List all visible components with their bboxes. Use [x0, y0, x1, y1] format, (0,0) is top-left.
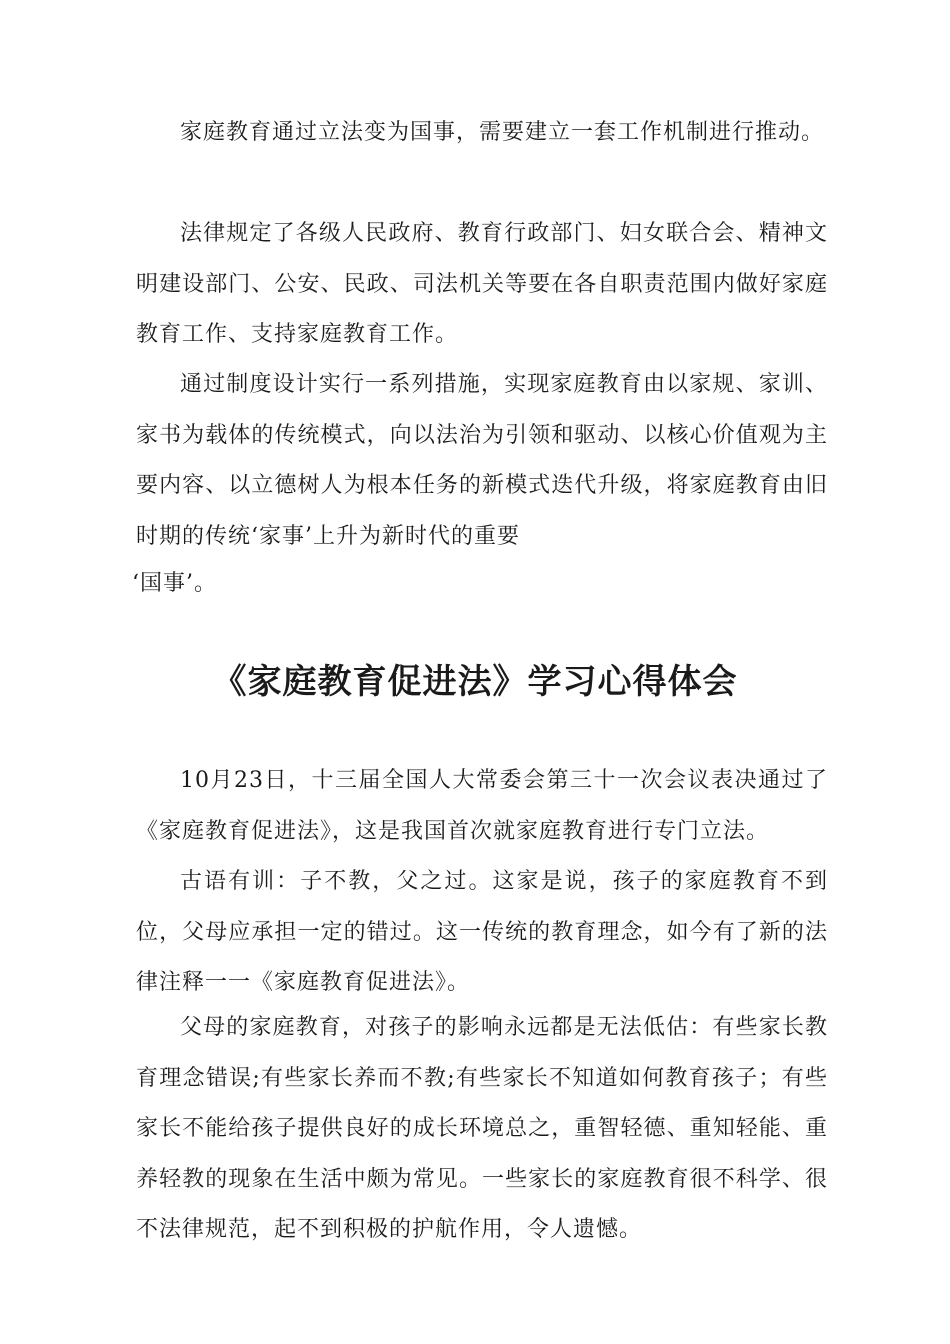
paragraph-parent-education: 父母的家庭教育，对孩子的影响永远都是无法低估：有些家长教育理念错误;有些家长养而不教;有些家长不知道如何教育孩子；有些家长不能给孩子提供良好的成长环境总之，重智轻德、重知轻能、重养轻教的现象在生活中颇为常见。一些家长的家庭教育很不科学、很不法律规范，起不到积极的护航作用，令人遗憾。	[136, 1015, 828, 1242]
paragraph-law-provisions: 法律规定了各级人民政府、教育行政部门、妇女联合会、精神文明建设部门、公安、民政、司法机关等要在各自职责范围内做好家庭教育工作、支持家庭教育工作。	[136, 221, 828, 347]
paragraph-law-passed: 10月23日，十三届全国人大常委会第三十一次会议表决通过了《家庭教育促进法》，这是我国首次就家庭教育进行专门立法。	[136, 768, 828, 844]
article-title: 《家庭教育促进法》学习心得体会	[212, 662, 738, 702]
paragraph-legislation-mechanism: 家庭教育通过立法变为国事，需要建立一套工作机制进行推动。	[180, 120, 825, 145]
paragraph-system-design: 通过制度设计实行一系列措施，实现家庭教育由以家规、家训、家书为载体的传统模式，向以法治为引领和驱动、以核心价值观为主要内容、以立德树人为根本任务的新模式迭代升级，将家庭教育由旧时期的传统‘家事’上升为新时代的重要	[136, 372, 828, 549]
paragraph-system-design-tail: ‘国事’。	[132, 571, 217, 596]
paragraph-ancient-saying: 古语有训：子不教，父之过。这家是说，孩子的家庭教育不到位，父母应承担一定的错过。这一传统的教育理念，如今有了新的法律注释一一《家庭教育促进法》。	[136, 869, 828, 995]
